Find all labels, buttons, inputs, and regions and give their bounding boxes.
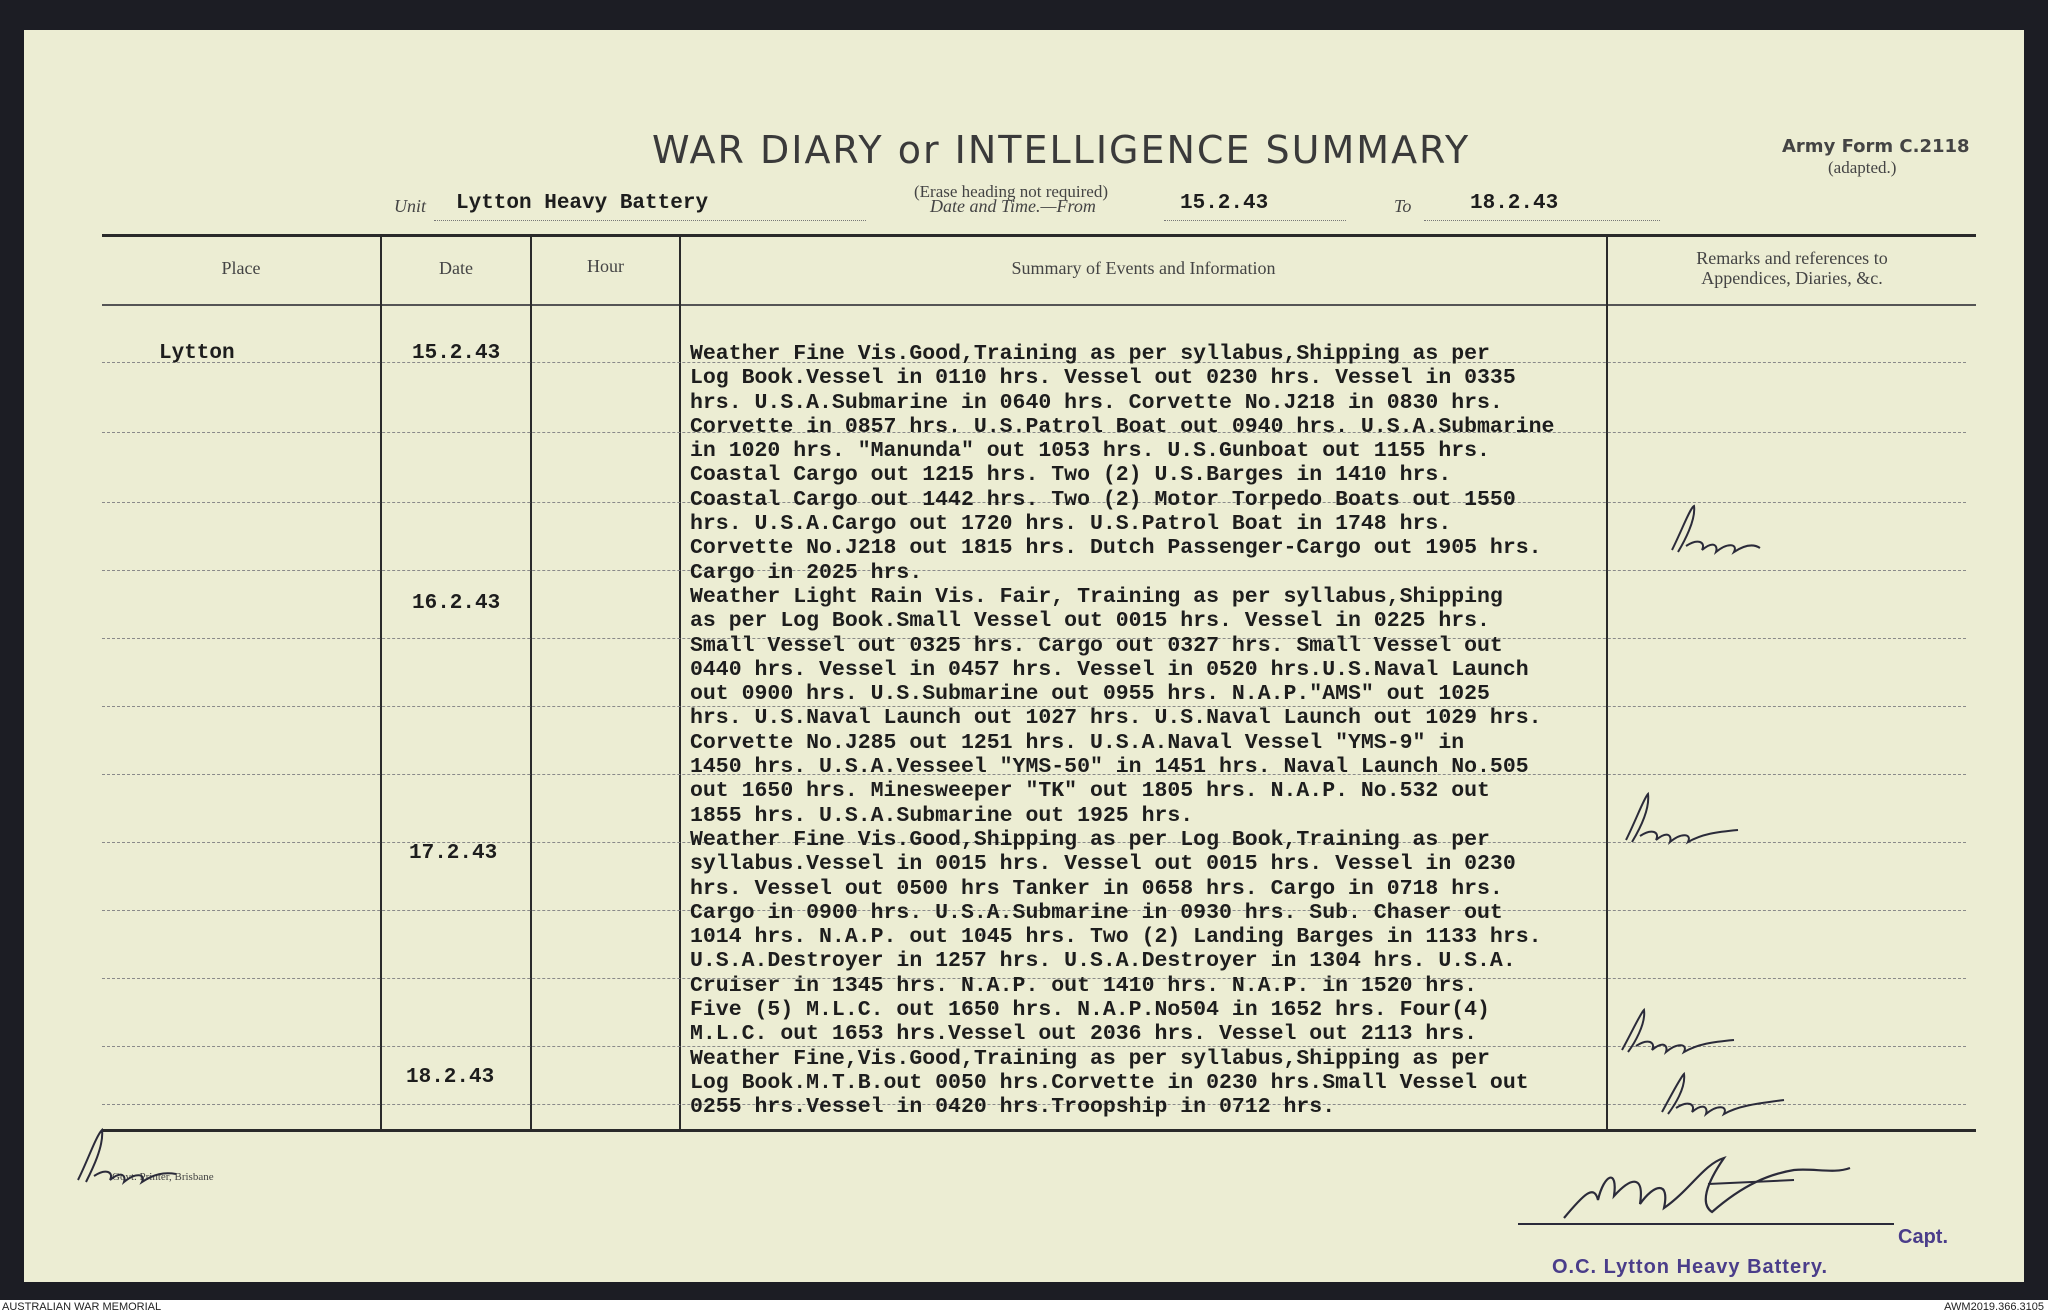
summary-line: hrs. U.S.A.Cargo out 1720 hrs. U.S.Patrol Boat in 1748 hrs. [690, 512, 1452, 537]
army-form-adapted: (adapted.) [1828, 158, 1897, 177]
summary-line: Weather Fine Vis.Good,Shipping as per Log Book,Training as per [690, 827, 1490, 852]
column-header-date: Date [439, 258, 473, 278]
column-divider-date-hour [530, 236, 532, 1129]
date-from-value: 15.2.43 [1180, 192, 1269, 215]
footer-accession-number: AWM2019.366.3105 [1944, 1301, 2044, 1313]
date-cell-17: 17.2.43 [409, 842, 498, 865]
summary-line: Corvette in 0857 hrs. U.S.Patrol Boat out 0940 hrs. U.S.A.Submarine [690, 414, 1555, 439]
summary-line: Weather Fine Vis.Good,Training as per syllabus,Shipping as per [690, 342, 1490, 366]
summary-line: Log Book.M.T.B.out 0050 hrs.Corvette in 0230 hrs.Small Vessel out [690, 1070, 1529, 1095]
summary-line: Corvette No.J285 out 1251 hrs. U.S.A.Naval Vessel "YMS-9" in [690, 730, 1465, 755]
summary-line: Cargo in 0900 hrs. U.S.A.Submarine in 0930 hrs. Sub. Chaser out [690, 900, 1503, 925]
summary-line: 1855 hrs. U.S.A.Submarine out 1925 hrs. [690, 803, 1194, 828]
summary-line: Cruiser in 1345 hrs. N.A.P. out 1410 hrs. N.A.P. in 1520 hrs. [690, 973, 1478, 998]
handwritten-initials [68, 1122, 198, 1202]
summary-line: hrs. U.S.Naval Launch out 1027 hrs. U.S.Naval Launch out 1029 hrs. [690, 706, 1542, 731]
summary-line: 1014 hrs. N.A.P. out 1045 hrs. Two (2) Landing Barges in 1133 hrs. [690, 925, 1542, 950]
column-header-hour: Hour [587, 256, 624, 276]
column-header-summary: Summary of Events and Information [1011, 258, 1276, 278]
unit-fill-line [434, 220, 866, 221]
unit-label: Unit [394, 196, 427, 216]
date-cell-18: 18.2.43 [406, 1066, 495, 1089]
printer-imprint: Govt. Printer, Brisbane [112, 1171, 214, 1183]
summary-line: Corvette No.J218 out 1815 hrs. Dutch Passenger-Cargo out 1905 hrs. [690, 536, 1542, 561]
date-from-fill-line [1164, 220, 1346, 221]
handwritten-initials [1664, 500, 1794, 580]
column-header-place: Place [221, 258, 261, 278]
table-header-rule [102, 304, 1976, 306]
summary-line: Five (5) M.L.C. out 1650 hrs. N.A.P.No504 in 1652 hrs. Four(4) [690, 998, 1490, 1023]
column-header-remarks-line2: Appendices, Diaries, &c. [1701, 268, 1883, 288]
table-top-rule [102, 234, 1976, 237]
summary-line: 0440 hrs. Vessel in 0457 hrs. Vessel in 0520 hrs.U.S.Naval Launch [690, 657, 1529, 682]
handwritten-initials [1618, 788, 1768, 868]
handwritten-initials [1614, 1006, 1764, 1076]
handwritten-initials [1654, 1070, 1814, 1130]
unit-value: Lytton Heavy Battery [456, 192, 709, 215]
summary-line: Small Vessel out 0325 hrs. Cargo out 0327 hrs. Small Vessel out [690, 633, 1503, 658]
summary-line: Log Book.Vessel in 0110 hrs. Vessel out 0230 hrs. Vessel in 0335 [690, 366, 1516, 391]
date-to-value: 18.2.43 [1470, 192, 1559, 215]
summary-line: in 1020 hrs. "Manunda" out 1053 hrs. U.S.Gunboat out 1155 hrs. [690, 439, 1490, 464]
summary-line: out 0900 hrs. U.S.Submarine out 0955 hrs. N.A.P."AMS" out 1025 [690, 682, 1490, 707]
summary-line: Weather Light Rain Vis. Fair, Training as per syllabus,Shipping [690, 584, 1503, 609]
summary-line: hrs. U.S.A.Submarine in 0640 hrs. Corvette No.J218 in 0830 hrs. [690, 390, 1503, 415]
war-diary-page [24, 30, 2024, 1282]
date-to-label: To [1394, 196, 1412, 216]
summary-line: 0255 hrs.Vessel in 0420 hrs.Troopship in 0712 hrs. [690, 1095, 1336, 1120]
summary-line: hrs. Vessel out 0500 hrs Tanker in 0658 hrs. Cargo in 0718 hrs. [690, 876, 1503, 901]
column-divider-place-date [380, 236, 382, 1129]
summary-line: 1450 hrs. U.S.A.Vesseel "YMS-50" in 1451 hrs. Naval Launch No.505 [690, 755, 1529, 780]
summary-of-events [690, 342, 1554, 1120]
place-cell: Lytton [159, 342, 235, 365]
column-divider-summary-remarks [1606, 236, 1608, 1129]
column-divider-hour-summary [679, 236, 681, 1129]
column-header-remarks-line1: Remarks and references to [1696, 248, 1888, 268]
date-from-label: Date and Time.—From [930, 196, 1096, 216]
summary-line: Cargo in 2025 hrs. [690, 560, 923, 585]
date-to-fill-line [1424, 220, 1660, 221]
form-title: WAR DIARY or INTELLIGENCE SUMMARY [652, 128, 1471, 172]
officer-signature [1494, 1144, 1914, 1254]
signature-title-stamp: O.C. Lytton Heavy Battery. [1552, 1256, 1829, 1278]
erase-note: (Erase heading not required) [914, 182, 1108, 201]
date-cell-15: 15.2.43 [412, 342, 501, 365]
summary-line: Weather Fine,Vis.Good,Training as per syllabus,Shipping as per [690, 1046, 1490, 1071]
summary-line: M.L.C. out 1653 hrs.Vessel out 2036 hrs. Vessel out 2113 hrs. [690, 1022, 1478, 1047]
signature-rank: Capt. [1898, 1226, 1948, 1248]
summary-line: U.S.A.Destroyer in 1257 hrs. U.S.A.Destroyer in 1304 hrs. U.S.A. [690, 949, 1516, 974]
summary-line: syllabus.Vessel in 0015 hrs. Vessel out 0015 hrs. Vessel in 0230 [690, 852, 1516, 877]
summary-line: Coastal Cargo out 1442 hrs. Two (2) Motor Torpedo Boats out 1550 [690, 487, 1516, 512]
army-form-number: Army Form C.2118 [1782, 136, 1970, 157]
summary-line: out 1650 hrs. Minesweeper "TK" out 1805 hrs. N.A.P. No.532 out [690, 779, 1490, 804]
archive-footer [0, 1300, 2048, 1315]
summary-line: as per Log Book.Small Vessel out 0015 hrs. Vessel in 0225 hrs. [690, 609, 1490, 634]
date-cell-16: 16.2.43 [412, 592, 501, 615]
footer-institution: AUSTRALIAN WAR MEMORIAL [2, 1301, 162, 1313]
summary-line: Coastal Cargo out 1215 hrs. Two (2) U.S.Barges in 1410 hrs. [690, 463, 1452, 488]
